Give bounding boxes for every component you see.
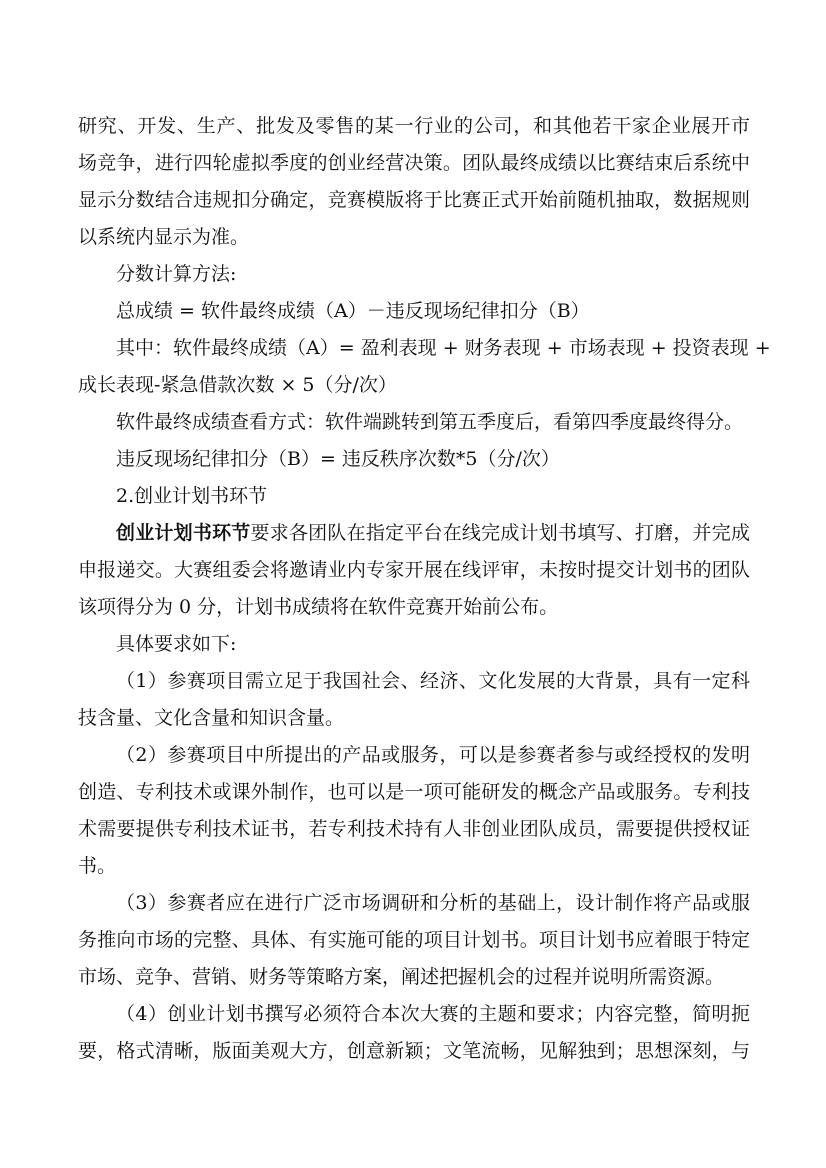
total-score-formula: 总成绩 = 软件最终成绩（A）－违反现场纪律扣分（B）: [116, 300, 590, 322]
paragraph-line: 创造、专利技术或课外制作，也可以是一项可能研发的概念产品或服务。专利技: [78, 781, 750, 803]
discipline-deduction: 违反现场纪律扣分（B）= 违反秩序次数*5（分/次）: [116, 448, 560, 470]
plan-paragraph-first-line: [116, 520, 750, 546]
paragraph-line: 务推向市场的完整、具体、有实施可能的项目计划书。项目计划书应着眼于特定: [78, 929, 750, 951]
calc-method-heading: 分数计算方法:: [116, 263, 237, 285]
paragraph-line: 市场、竞争、营销、财务等策略方案，阐述把握机会的过程并说明所需资源。: [78, 966, 725, 988]
paragraph-line: 技含量、文化含量和知识含量。: [78, 707, 345, 729]
paragraph-line: 书。: [78, 855, 117, 877]
requirement-1: （1）参赛项目需立足于我国社会、经济、文化发展的大背景，具有一定科: [116, 670, 750, 692]
paragraph-line: 申报递交。大赛组委会将邀请业内专家开展在线评审，未按时提交计划书的团队: [78, 559, 750, 581]
paragraph-line: 术需要提供专利技术证书，若专利技术持有人非创业团队成员，需要提供授权证: [78, 818, 750, 840]
score-view-method: 软件最终成绩查看方式：软件端跳转到第五季度后，看第四季度最终得分。: [116, 411, 744, 433]
requirements-heading: 具体要求如下:: [116, 633, 237, 655]
paragraph-line: 该项得分为 0 分，计划书成绩将在软件竞赛开始前公布。: [78, 596, 559, 618]
section-heading: 2.创业计划书环节: [116, 485, 268, 507]
requirement-2: （2）参赛项目中所提出的产品或服务，可以是参赛者参与或经授权的发明: [116, 744, 750, 766]
paragraph-line: 要，格式清晰，版面美观大方，创意新颖；文笔流畅，见解独到；思想深刻，与: [78, 1040, 750, 1062]
paragraph-line: 以系统内显示为准。: [78, 226, 250, 248]
plan-first-line-text: 要求各团队在指定平台在线完成计划书填写、打磨，并完成: [250, 522, 750, 544]
paragraph-line: 场竞争，进行四轮虚拟季度的创业经营决策。团队最终成绩以比赛结束后系统中: [78, 152, 750, 174]
paragraph-line: 研究、开发、生产、批发及零售的某一行业的公司，和其他若干家企业展开市: [78, 115, 750, 137]
requirement-4: （4）创业计划书撰写必须符合本次大赛的主题和要求；内容完整，简明扼: [116, 1003, 750, 1025]
requirement-3: （3）参赛者应在进行广泛市场调研和分析的基础上，设计制作将产品或服: [116, 892, 750, 914]
software-score-formula-cont: 成长表现-紧急借款次数 × 5（分/次）: [78, 374, 397, 396]
plan-bold-term: 创业计划书环节: [116, 522, 251, 544]
paragraph-line: 显示分数结合违规扣分确定，竞赛模版将于比赛正式开始前随机抽取，数据规则: [78, 189, 750, 211]
software-score-formula: 其中：软件最终成绩（A）= 盈利表现 + 财务表现 + 市场表现 + 投资表现 +: [116, 337, 771, 359]
